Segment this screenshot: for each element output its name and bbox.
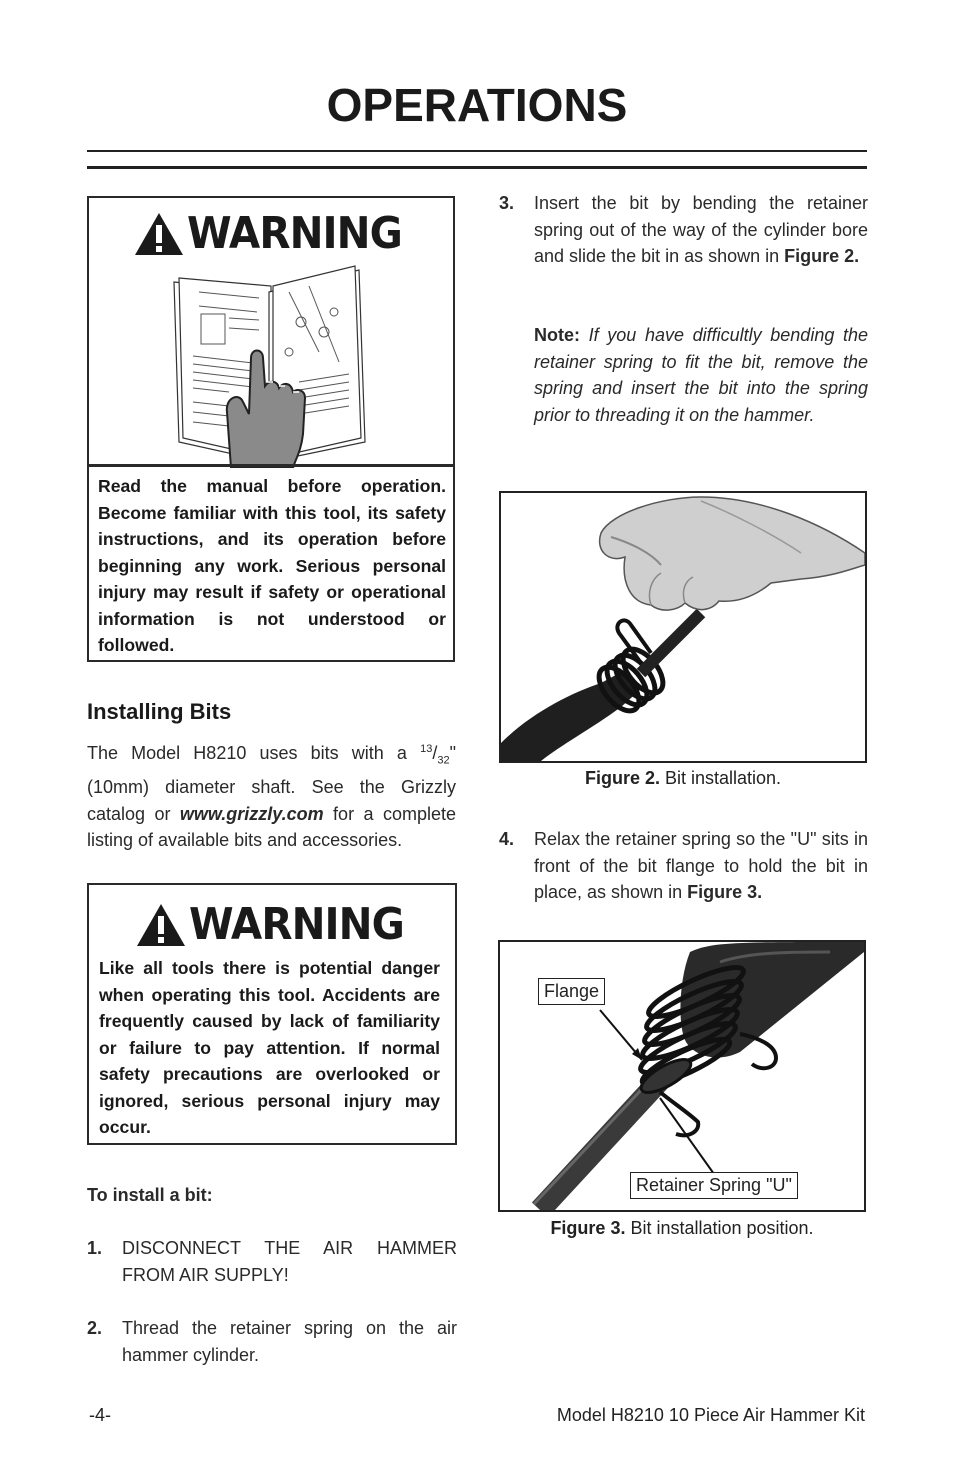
figure-2-photo (499, 491, 867, 763)
title-rule-bottom (87, 166, 867, 169)
footer-model: Model H8210 10 Piece Air Hammer Kit (556, 1405, 865, 1425)
figure-3-photo (498, 940, 866, 1212)
section-heading-installing-bits: Installing Bits (87, 699, 232, 724)
step-2: 2. Thread the retainer spring on the air hammer cylinder. (87, 1318, 457, 1365)
installing-bits-paragraph: The Model H8210 uses bits with a $^{13}/_{32}$" (10mm) diameter shaft. See the Grizzly catalog or www.grizzly.com for a complete listing of available bits and accessories. (87, 743, 456, 851)
warning-heading: WARNING (133, 208, 421, 259)
page-title: OPERATIONS (326, 79, 628, 131)
figure-3-ref: Figure 3. (687, 882, 763, 902)
figure-2-caption: Figure 2. Bit installation. (584, 768, 782, 788)
page-number: -4- (89, 1405, 111, 1425)
step-3-note: Note: If you have difficultly bending the retainer spring to fit the bit, remove the spring and insert the bit into the spring prior to threading it on the hammer. (534, 325, 868, 425)
step-1: 1. DISCONNECT THE AIR HAMMER FROM AIR SUPPLY! (87, 1238, 457, 1285)
callout-retainer-spring: Retainer Spring "U" (630, 1172, 798, 1199)
warning-divider (89, 464, 453, 467)
step-4: 4. Relax the retainer spring so the "U" sits in front of the bit flange to hold the bit in place, as shown in Figure 3. (499, 829, 868, 902)
warning-heading: WARNING (135, 899, 423, 950)
install-intro: To install a bit: (87, 1185, 213, 1205)
title-rule-top (87, 150, 867, 152)
figure-3-caption: Figure 3. Bit installation position. (550, 1218, 814, 1238)
warning-triangle-icon (133, 211, 185, 257)
warning-triangle-icon (135, 902, 187, 948)
manual-reading-illustration (169, 262, 379, 468)
warning-text-manual: Read the manual before operation. Become familiar with this tool, its safety instructions, and its operation before beginning any work. Serious personal injury may result if safety or operational information is not understood or followed. (98, 476, 446, 655)
bit-installation-image (501, 493, 865, 761)
warning-box-manual (87, 196, 455, 662)
fraction-numerator: 13 (420, 743, 433, 755)
warning-text-danger: Like all tools there is potential danger when operating this tool. Accidents are frequently caused by lack of familiarity or failure to pay attention. If normal safety precautions are overlooked or ignored, serious personal injury may occur. (99, 958, 440, 1137)
warning-box-danger (87, 883, 457, 1145)
figure-2-ref: Figure 2. (784, 246, 860, 266)
fraction-denominator: 32 (437, 754, 450, 767)
step-3: 3. Insert the bit by bending the retainer spring out of the way of the cylinder bore and slide the bit in as shown in Figure 2. (499, 193, 868, 266)
grizzly-link[interactable]: www.grizzly.com (179, 803, 324, 824)
callout-flange: Flange (538, 978, 605, 1005)
